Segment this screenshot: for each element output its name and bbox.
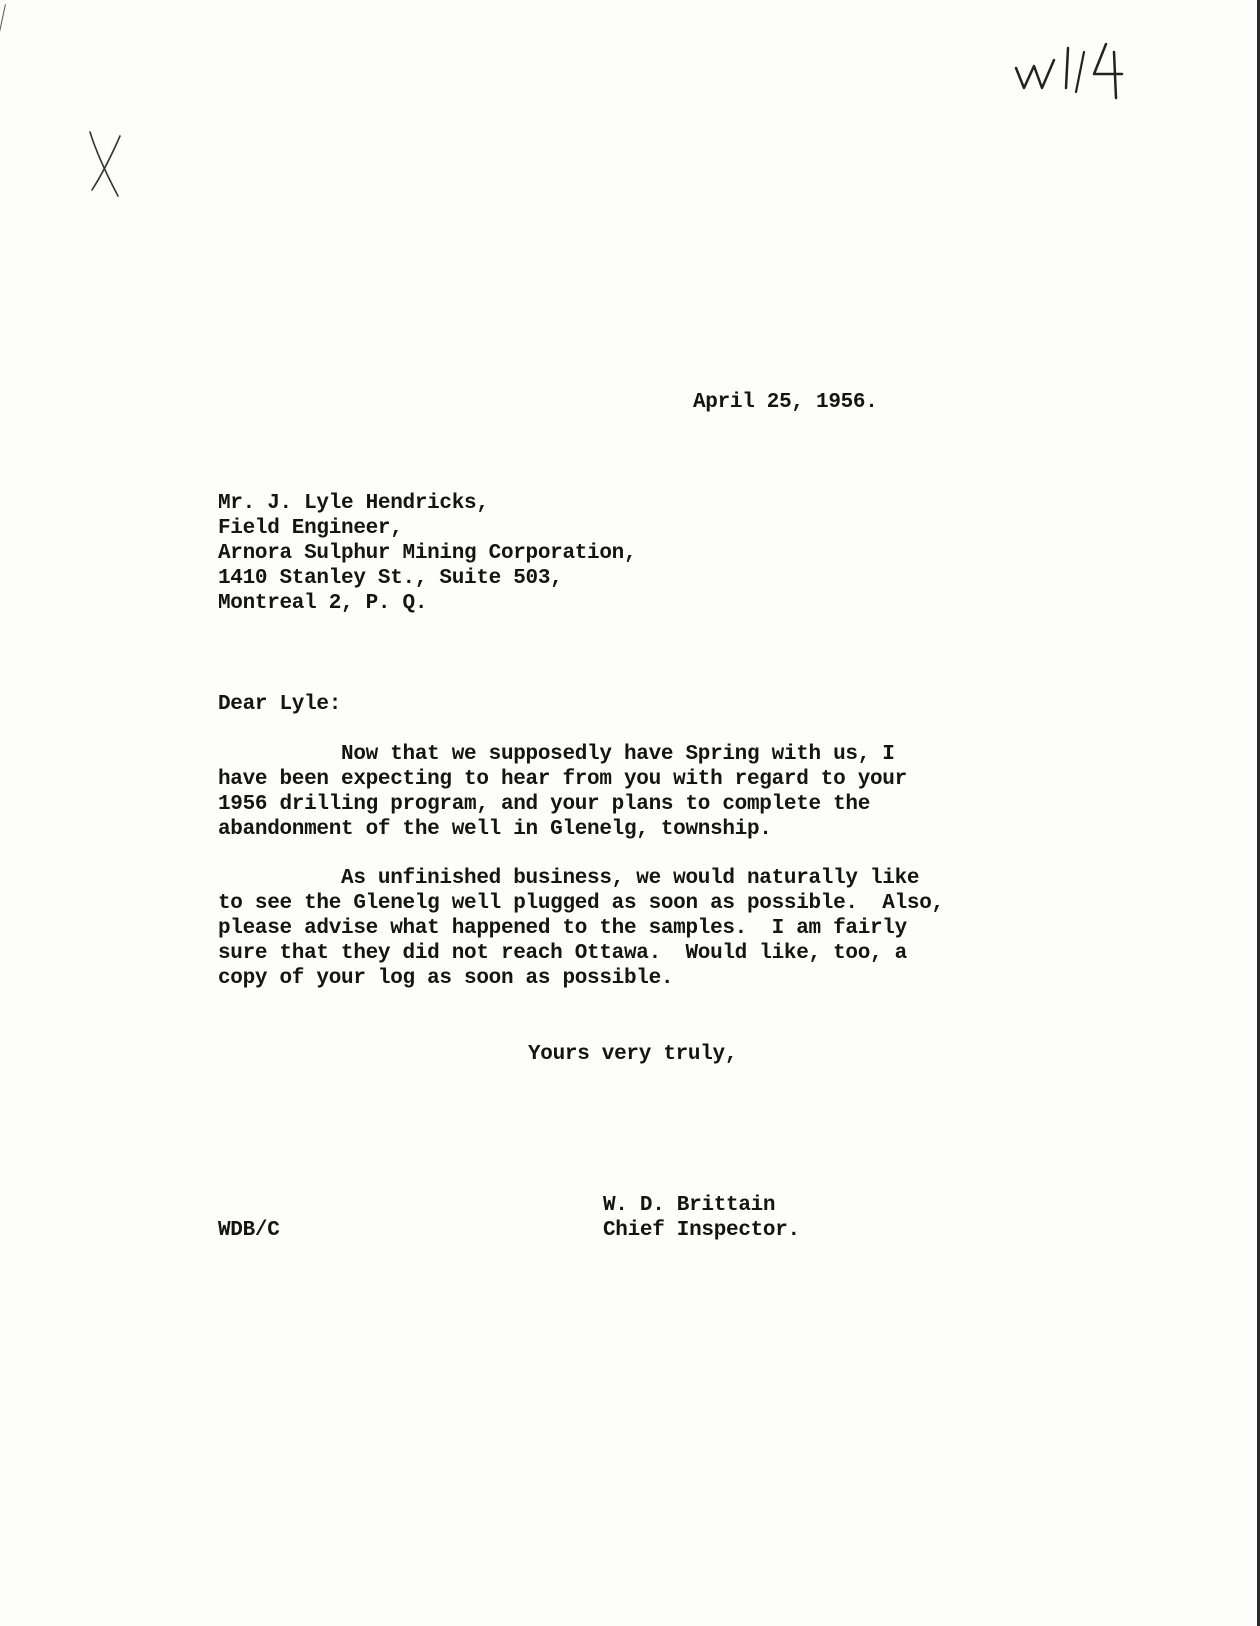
signatory-title: Chief Inspector. xyxy=(603,1219,800,1242)
address-line: Arnora Sulphur Mining Corporation, xyxy=(218,542,637,565)
salutation: Dear Lyle: xyxy=(218,693,342,716)
paragraph-line: abandonment of the well in Glenelg, township. xyxy=(218,818,772,841)
paragraph-line: please advise what happened to the samples. I am fairly xyxy=(218,917,907,940)
handwritten-file-mark xyxy=(1010,30,1170,100)
paragraph-line: copy of your log as soon as possible. xyxy=(218,967,674,990)
paragraph-line: As unfinished business, we would naturally like xyxy=(218,867,920,890)
paragraph-line: 1956 drilling program, and your plans to complete the xyxy=(218,793,871,816)
handwritten-x-mark xyxy=(84,128,128,200)
address-line: 1410 Stanley St., Suite 503, xyxy=(218,567,563,590)
reference-initials: WDB/C xyxy=(218,1219,280,1242)
paragraph-line: sure that they did not reach Ottawa. Would like, too, a xyxy=(218,942,907,965)
letter-date: April 25, 1956. xyxy=(693,391,878,414)
address-line: Field Engineer, xyxy=(218,517,403,540)
margin-tick xyxy=(0,4,6,32)
paragraph-line: Now that we supposedly have Spring with us, I xyxy=(218,743,895,766)
address-line: Mr. J. Lyle Hendricks, xyxy=(218,492,489,515)
closing: Yours very truly, xyxy=(528,1043,738,1066)
address-line: Montreal 2, P. Q. xyxy=(218,592,428,615)
paragraph-line: to see the Glenelg well plugged as soon as possible. Also, xyxy=(218,892,944,915)
signatory-name: W. D. Brittain xyxy=(603,1194,776,1217)
paragraph-line: have been expecting to hear from you with regard to your xyxy=(218,768,907,791)
